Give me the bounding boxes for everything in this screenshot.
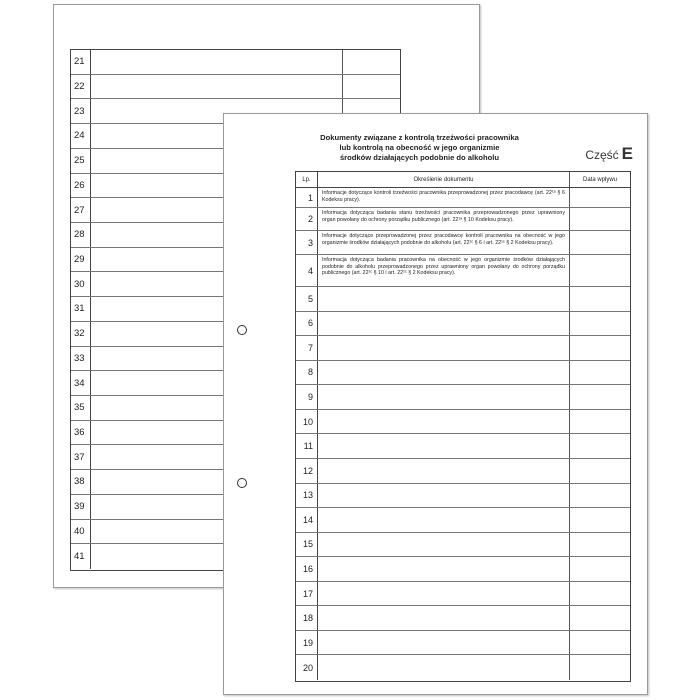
- header-lp: Lp.: [296, 172, 318, 187]
- receipt-date-cell: [570, 631, 630, 655]
- document-description: [318, 361, 570, 385]
- row-number: 19: [296, 631, 318, 655]
- column-divider: [342, 75, 343, 99]
- table-header-row: [296, 172, 630, 188]
- title-line: środków działających podobnie do alkoholu: [339, 152, 500, 162]
- punch-hole: [237, 325, 247, 335]
- row-number: 27: [71, 198, 91, 222]
- document-description: [318, 508, 570, 532]
- row-number: 28: [71, 223, 91, 247]
- row-number: 2: [296, 208, 318, 230]
- document-description: [318, 410, 570, 434]
- row-number: 8: [296, 361, 318, 385]
- receipt-date-cell: [570, 231, 630, 254]
- table-row: [296, 336, 630, 361]
- document-description: [318, 557, 570, 581]
- document-description: Informacja dotycząca badania stanu trzeźwości pracownika przeprowadzonego przez uprawniony organ powołany do ochrony porządku publicznego (art. 22¹ᵃ § 10 Kodeksu pracy).: [318, 208, 570, 230]
- receipt-date-cell: [570, 361, 630, 385]
- table-row: [296, 631, 630, 656]
- part-label-text: Część: [585, 148, 619, 162]
- table-row: [296, 410, 630, 435]
- document-description: [318, 484, 570, 508]
- table-row: [296, 208, 630, 231]
- table-row: [296, 508, 630, 533]
- receipt-date-cell: [570, 336, 630, 360]
- document-description: [318, 582, 570, 606]
- receipt-date-cell: [570, 188, 630, 207]
- table-row: [296, 434, 630, 459]
- table-row: [296, 655, 630, 680]
- row-number: 33: [71, 347, 91, 371]
- row-number: 15: [296, 533, 318, 557]
- row-number: 14: [296, 508, 318, 532]
- document-description: [318, 312, 570, 336]
- row-number: 39: [71, 495, 91, 519]
- receipt-date-cell: [570, 287, 630, 311]
- document-description: [318, 434, 570, 458]
- row-number: 12: [296, 459, 318, 483]
- row-number: 38: [71, 470, 91, 494]
- table-row: [296, 385, 630, 410]
- title-line: Dokumenty związane z kontrolą trzeźwości pracownika: [320, 133, 519, 142]
- row-number: 16: [296, 557, 318, 581]
- document-description: [318, 336, 570, 360]
- row-number: 18: [296, 606, 318, 630]
- row-number: 32: [71, 322, 91, 346]
- table-row: [296, 606, 630, 631]
- row-number: 1: [296, 188, 318, 207]
- row-number: 31: [71, 297, 91, 321]
- receipt-date-cell: [570, 655, 630, 680]
- table-row: [296, 459, 630, 484]
- row-number: 23: [71, 99, 91, 123]
- table-row: [296, 557, 630, 582]
- row-number: 36: [71, 421, 91, 445]
- row-number: 10: [296, 410, 318, 434]
- table-row: [296, 533, 630, 558]
- table-row: [71, 50, 400, 75]
- document-description: Informacje dotyczące przeprowadzonej przez pracodawcę kontroli pracownika na obecność w jego organizmie środków działających podobnie do alkoholu (art. 22¹ᶜ § 6 i art. 22¹ᶜ § 2 Kodeksu pracy).: [318, 231, 570, 254]
- part-label: [585, 144, 633, 164]
- document-description: [318, 459, 570, 483]
- title-line: lub kontrolą na obecność w jego organizmie: [339, 142, 500, 152]
- receipt-date-cell: [570, 606, 630, 630]
- document-description: [318, 606, 570, 630]
- receipt-date-cell: [570, 484, 630, 508]
- receipt-date-cell: [570, 508, 630, 532]
- row-number: 4: [296, 255, 318, 286]
- row-number: 29: [71, 248, 91, 272]
- receipt-date-cell: [570, 410, 630, 434]
- punch-hole: [237, 478, 247, 488]
- receipt-date-cell: [570, 385, 630, 409]
- front-sheet: [223, 113, 648, 695]
- row-number: 34: [71, 371, 91, 395]
- row-number: 21: [71, 50, 91, 74]
- table-row: [296, 484, 630, 509]
- row-number: 22: [71, 75, 91, 99]
- receipt-date-cell: [570, 582, 630, 606]
- row-number: 5: [296, 287, 318, 311]
- row-number: 40: [71, 520, 91, 544]
- table-row: [296, 312, 630, 337]
- row-number: 25: [71, 149, 91, 173]
- row-number: 3: [296, 231, 318, 254]
- receipt-date-cell: [570, 255, 630, 286]
- row-number: 9: [296, 385, 318, 409]
- row-number: 41: [71, 544, 91, 569]
- row-number: 35: [71, 396, 91, 420]
- row-number: 11: [296, 434, 318, 458]
- table-row: [296, 231, 630, 255]
- table-row: [296, 582, 630, 607]
- receipt-date-cell: [570, 434, 630, 458]
- document-description: [318, 631, 570, 655]
- row-number: 17: [296, 582, 318, 606]
- row-number: 37: [71, 445, 91, 469]
- document-description: [318, 655, 570, 680]
- row-number: 7: [296, 336, 318, 360]
- receipt-date-cell: [570, 557, 630, 581]
- table-row: [296, 255, 630, 287]
- row-number: 26: [71, 174, 91, 198]
- receipt-date-cell: [570, 208, 630, 230]
- document-description: [318, 385, 570, 409]
- part-letter: E: [621, 144, 633, 163]
- document-description: Informacje dotyczące kontroli trzeźwości pracownika przeprowadzonej przez pracodawcę (art. 22¹ᵃ § 6 Kodeksu pracy).: [318, 188, 570, 207]
- row-number: 20: [296, 655, 318, 680]
- document-title: [312, 133, 527, 163]
- row-number: 24: [71, 124, 91, 148]
- table-row: [296, 188, 630, 208]
- header-description: Określenie dokumentu: [318, 172, 570, 187]
- table-row: [296, 361, 630, 386]
- receipt-date-cell: [570, 459, 630, 483]
- column-divider: [342, 50, 343, 74]
- table-row: [71, 75, 400, 100]
- row-number: 6: [296, 312, 318, 336]
- row-number: 30: [71, 272, 91, 296]
- table-row: [296, 287, 630, 312]
- receipt-date-cell: [570, 533, 630, 557]
- header-date: Data wpływu: [582, 176, 617, 183]
- document-description: [318, 533, 570, 557]
- receipt-date-cell: [570, 312, 630, 336]
- row-number: 13: [296, 484, 318, 508]
- document-description: [318, 287, 570, 311]
- document-description: Informacja dotycząca badania pracownika na obecność w jego organizmie środków działających podobnie do alkoholu przeprowadzonego przez uprawniony organ powołany do ochrony porządku publicznego (art. 22¹ᶜ § 10 i art. 22¹ᶜ § 2 Kodeksu pracy).: [318, 255, 570, 286]
- documents-table: [295, 171, 631, 682]
